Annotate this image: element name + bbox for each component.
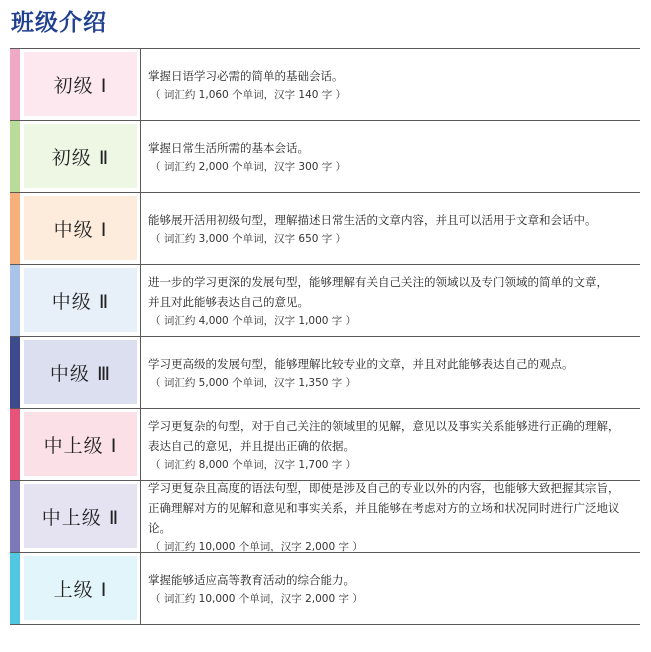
level-color-stripe bbox=[10, 121, 20, 192]
level-row bbox=[10, 481, 640, 553]
level-description: 学习更高级的发展句型，能够理解比较专业的文章，并且对此能够表达自己的观点。 bbox=[148, 356, 574, 371]
level-color-stripe bbox=[10, 265, 20, 336]
level-description: 掌握日常生活所需的基本会话。 bbox=[148, 140, 309, 155]
level-name: 初级 Ⅱ bbox=[24, 124, 137, 188]
level-row bbox=[10, 121, 640, 193]
level-vocabulary: （ 词汇约 5,000 个单词，汉字 1,350 字 ） bbox=[150, 376, 357, 389]
level-name: 上级 Ⅰ bbox=[24, 556, 137, 620]
level-name: 中级 Ⅱ bbox=[24, 268, 137, 332]
level-description-cell bbox=[148, 409, 636, 480]
level-row bbox=[10, 337, 640, 409]
level-row bbox=[10, 553, 640, 625]
level-name: 初级 Ⅰ bbox=[24, 52, 137, 116]
level-vocabulary: （ 词汇约 2,000 个单词，汉字 300 字 ） bbox=[150, 160, 347, 173]
page-title: 班级介绍 bbox=[11, 10, 107, 36]
level-name: 中上级 Ⅰ bbox=[24, 412, 137, 476]
level-description-cell bbox=[148, 49, 636, 120]
level-row bbox=[10, 193, 640, 265]
level-description-cell bbox=[148, 193, 636, 264]
level-color-stripe bbox=[10, 481, 20, 552]
level-color-stripe bbox=[10, 49, 20, 120]
level-name: 中级 Ⅲ bbox=[24, 340, 137, 404]
column-divider bbox=[140, 409, 141, 480]
level-row bbox=[10, 265, 640, 337]
level-row bbox=[10, 49, 640, 121]
level-description-cell bbox=[148, 121, 636, 192]
level-color-stripe bbox=[10, 337, 20, 408]
column-divider bbox=[140, 49, 141, 120]
level-vocabulary: （ 词汇约 3,000 个单词，汉字 650 字 ） bbox=[150, 232, 347, 245]
level-description: 能够展开活用初级句型，理解描述日常生活的文章内容，并且可以活用于文章和会话中。 bbox=[148, 212, 597, 227]
column-divider bbox=[140, 121, 141, 192]
level-vocabulary: （ 词汇约 4,000 个单词，汉字 1,000 字 ） bbox=[150, 314, 357, 327]
level-description-cell bbox=[148, 481, 636, 552]
level-name: 中级 Ⅰ bbox=[24, 196, 137, 260]
level-color-stripe bbox=[10, 553, 20, 624]
level-description-cell bbox=[148, 265, 636, 336]
level-table bbox=[10, 48, 640, 625]
level-description: 进一步的学习更深的发展句型，能够理解有关自己关注的领域以及专门领域的简单的文章， 并且对此能够表达自己的意见。 bbox=[148, 274, 608, 309]
level-row bbox=[10, 409, 640, 481]
level-description: 掌握日语学习必需的简单的基础会话。 bbox=[148, 68, 344, 83]
level-color-stripe bbox=[10, 409, 20, 480]
level-name: 中上级 Ⅱ bbox=[24, 484, 137, 548]
level-description: 学习更复杂且高度的语法句型，即使是涉及自己的专业以外的内容，也能够大致把握其宗旨， 正确理解对方的见解和意见和事实关系，并且能够在考虑对方的立场和状况同时进行广泛地议论。 bbox=[148, 480, 620, 535]
column-divider bbox=[140, 337, 141, 408]
column-divider bbox=[140, 553, 141, 624]
level-vocabulary: （ 词汇约 10,000 个单词，汉字 2,000 字 ） bbox=[150, 592, 363, 605]
level-description: 掌握能够适应高等教育活动的综合能力。 bbox=[148, 572, 355, 587]
column-divider bbox=[140, 481, 141, 552]
level-description: 学习更复杂的句型，对于自己关注的领域里的见解，意见以及事实关系能够进行正确的理解， 表达自己的意见，并且提出正确的依据。 bbox=[148, 418, 620, 453]
column-divider bbox=[140, 193, 141, 264]
level-vocabulary: （ 词汇约 8,000 个单词，汉字 1,700 字 ） bbox=[150, 458, 357, 471]
level-color-stripe bbox=[10, 193, 20, 264]
level-description-cell bbox=[148, 337, 636, 408]
level-vocabulary: （ 词汇约 1,060 个单词，汉字 140 字 ） bbox=[150, 88, 347, 101]
level-description-cell bbox=[148, 553, 636, 624]
column-divider bbox=[140, 265, 141, 336]
level-vocabulary: （ 词汇约 10,000 个单词，汉字 2,000 字 ） bbox=[150, 540, 363, 553]
